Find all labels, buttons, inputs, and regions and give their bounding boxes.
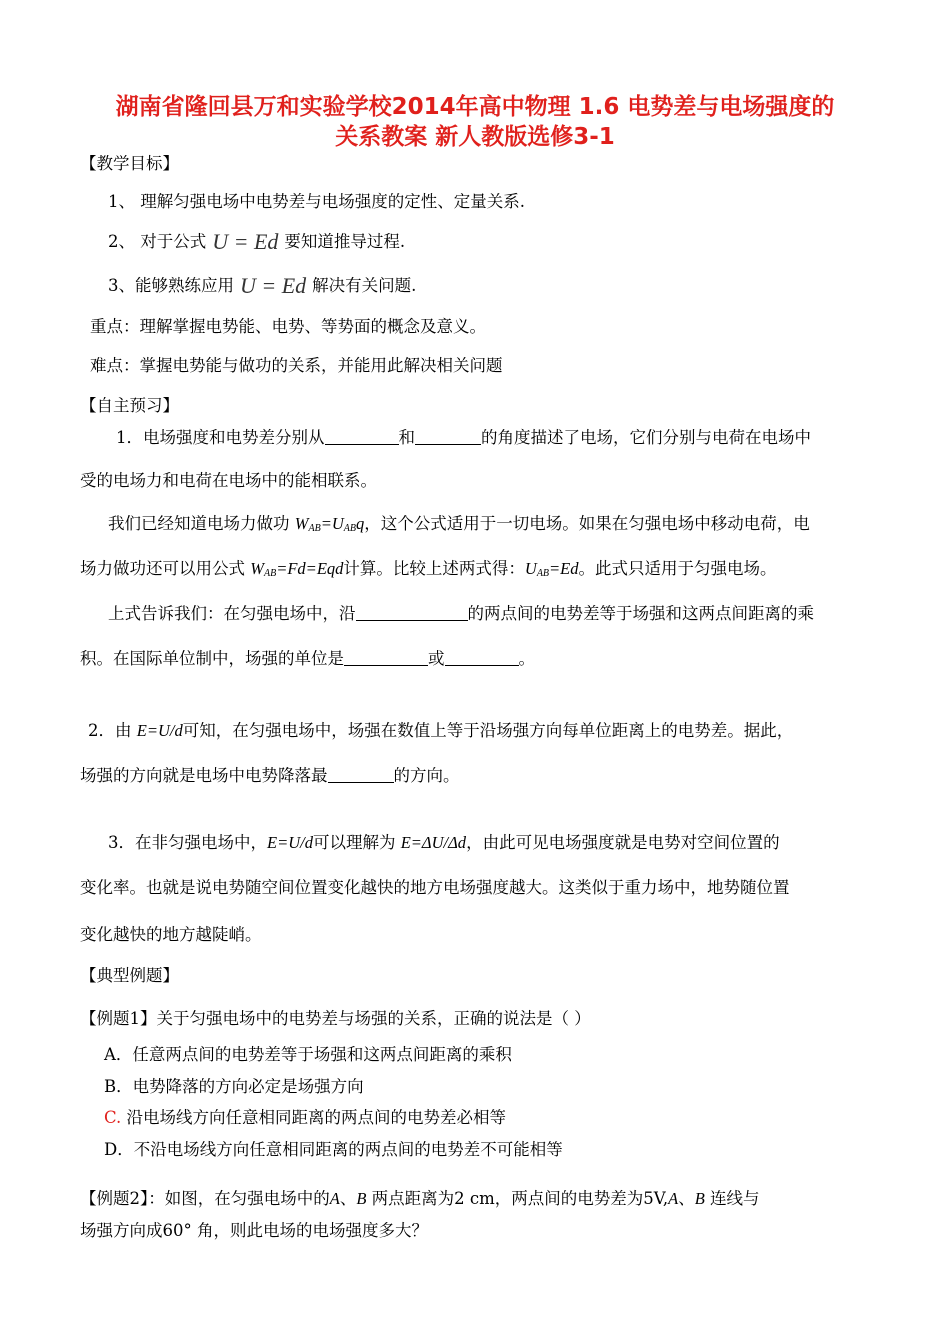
formula-w-uq: $W_{AB}=U_{AB}q$ xyxy=(294,514,365,534)
option-c-letter: C. xyxy=(104,1108,122,1127)
example-1-option-c xyxy=(104,1104,506,1128)
text: 。 xyxy=(518,649,535,668)
formula-e-ud: E=U/d xyxy=(267,833,313,852)
preview-q2-line2 xyxy=(80,762,460,786)
preview-p1-line2: 受的电场力和电荷在电场中的能相联系。 xyxy=(80,471,377,490)
preview-p1-line1 xyxy=(116,424,811,448)
point-ab: B xyxy=(694,1189,705,1208)
key-point: 重点：理解掌握电势能、电势、等势面的概念及意义。 xyxy=(90,317,486,336)
text: 可知，在匀强电场中，场强在数值上等于沿场强方向每单位距离上的电势差。据此， xyxy=(182,721,794,740)
point-ab: A xyxy=(668,1189,679,1208)
preview-q2-line1 xyxy=(88,717,793,741)
example-1-option-a: A．任意两点间的电势差等于场强和这两点间距离的乘积 xyxy=(104,1045,512,1064)
example-2-line2: 场强方向成60° 角，则此电场的电场强度多大？ xyxy=(80,1221,428,1240)
doc-title-line-2: 关系教案 新人教版选修3-1 xyxy=(335,124,615,150)
example-1-question: 【例题1】关于匀强电场中的电势差与场强的关系，正确的说法是（ ） xyxy=(80,1009,591,1028)
preview-p3-line1 xyxy=(108,600,814,624)
fill-blank[interactable] xyxy=(356,604,468,621)
goal-item-2-post: 要知道推导过程. xyxy=(284,232,406,251)
text: ，由此可见电场强度就是电势对空间位置的 xyxy=(466,833,780,852)
text: 1．电场强度和电势差分别从 xyxy=(116,428,325,447)
text: 的方向。 xyxy=(393,766,460,785)
point-ab: B xyxy=(356,1189,367,1208)
text: 计算。比较上述两式得： xyxy=(343,559,525,578)
goal-item-3-pre: 3、能够熟练应用 xyxy=(108,276,234,295)
formula-u-ed: U = Ed xyxy=(212,229,279,254)
point-ab: A xyxy=(329,1189,340,1208)
fill-blank[interactable] xyxy=(328,766,394,783)
text: 和 xyxy=(398,428,415,447)
text: 【例题2】：如图，在匀强电场中的 xyxy=(80,1189,330,1208)
preview-p2-line2 xyxy=(80,555,777,579)
text: 连线与 xyxy=(704,1189,760,1208)
example-1-option-b: B．电势降落的方向必定是场强方向 xyxy=(104,1077,364,1096)
text: 可以理解为 xyxy=(312,833,401,852)
fill-blank[interactable] xyxy=(415,428,481,445)
formula-u-ed-inline: $U_{AB}=Ed$ xyxy=(524,559,579,579)
text: 2．由 xyxy=(88,721,137,740)
doc-title-line-1: 湖南省隆回县万和实验学校2014年高中物理 1.6 电势差与电场强度的 xyxy=(115,94,835,120)
text: 的两点间的电势差等于场强和这两点间距离的乘 xyxy=(467,604,814,623)
text: 3．在非匀强电场中， xyxy=(108,833,267,852)
goal-item-2 xyxy=(108,228,405,255)
preview-p3-line2 xyxy=(80,645,535,669)
difficulty-point: 难点：掌握电势能与做功的关系，并能用此解决相关问题 xyxy=(90,356,503,375)
preview-q3-line1 xyxy=(108,829,780,853)
fill-blank[interactable] xyxy=(445,649,519,666)
option-c-text: 沿电场线方向任意相同距离的两点间的电势差必相等 xyxy=(121,1108,507,1127)
goal-item-1: 1、 理解匀强电场中电势差与电场强度的定性、定量关系. xyxy=(108,192,525,211)
text: 我们已经知道电场力做功 xyxy=(108,514,295,533)
text: ，这个公式适用于一切电场。如果在匀强电场中移动电荷，电 xyxy=(364,514,810,533)
examples-heading: 【典型例题】 xyxy=(80,966,179,985)
preview-q3-line2: 变化率。也就是说电势随空间位置变化越快的地方电场强度越大。这类似于重力场中，地势随位置 xyxy=(80,878,790,897)
preview-heading: 【自主预习】 xyxy=(80,396,179,415)
goal-item-3-post: 解决有关问题. xyxy=(312,276,417,295)
text: 场强的方向就是电场中电势降落最 xyxy=(80,766,328,785)
text: 两点距离为2 cm，两点间的电势差为5V, xyxy=(366,1189,669,1208)
text: 的角度描述了电场，它们分别与电荷在电场中 xyxy=(481,428,811,447)
example-1-option-d: D．不沿电场线方向任意相同距离的两点间的电势差不可能相等 xyxy=(104,1140,563,1159)
fill-blank[interactable] xyxy=(325,428,399,445)
preview-q3-line3: 变化越快的地方越陡峭。 xyxy=(80,925,262,944)
goal-item-2-pre: 2、 对于公式 xyxy=(108,232,207,251)
fill-blank[interactable] xyxy=(344,649,428,666)
text: 或 xyxy=(428,649,445,668)
goal-item-3 xyxy=(108,272,416,299)
preview-p2-line1 xyxy=(108,510,810,534)
text: 积。在国际单位制中，场强的单位是 xyxy=(80,649,344,668)
formula-u-ed: U = Ed xyxy=(240,273,307,298)
formula-e-delta: E=ΔU/Δd xyxy=(400,833,467,852)
text: 上式告诉我们：在匀强电场中，沿 xyxy=(108,604,356,623)
formula-w-fd: $W_{AB}=Fd=Eqd$ xyxy=(250,559,344,579)
formula-e-ud: E=U/d xyxy=(136,721,183,740)
goals-heading: 【教学目标】 xyxy=(80,154,179,173)
example-2-line1: 【例题2】：如图，在匀强电场中的A、B 两点距离为2 cm，两点间的电势差为5V,A、B 连线与 xyxy=(80,1189,760,1208)
text: 。此式只适用于匀强电场。 xyxy=(578,559,777,578)
text: 场力做功还可以用公式 xyxy=(80,559,251,578)
